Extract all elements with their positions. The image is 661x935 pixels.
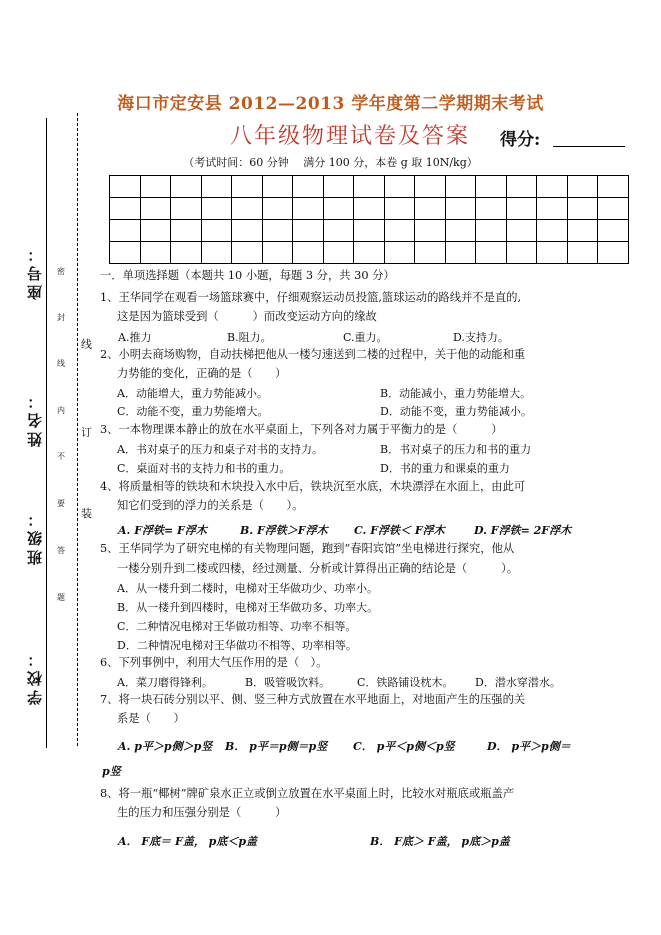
school-label: 学校：: [26, 648, 44, 705]
q7-option-d-wrap: p竖: [102, 765, 121, 778]
margin-solid-line: [46, 118, 47, 748]
q8-option-b[interactable]: B． F底＞ F盖， p底＞p盖: [370, 835, 510, 848]
exam-info: （考试时间：60 分钟 满分 100 分，本卷 g 取 10N/kg）: [183, 156, 478, 169]
q4-option-d[interactable]: D. F浮铁= 2F浮木: [474, 524, 572, 537]
q5-option-a[interactable]: A．从一楼升到二楼时，电梯对王华做功少、功率小。: [117, 582, 378, 595]
q6-option-d[interactable]: D．潜水穿潜水。: [475, 676, 561, 689]
q4-option-c[interactable]: C. F浮铁＜ F浮木: [354, 524, 445, 537]
exam-subtitle: 八年级物理试卷及答案: [230, 124, 471, 149]
seal-char: 答: [57, 546, 65, 555]
q1-option-b[interactable]: B.阻力。: [227, 331, 272, 344]
question-1-cont: 这是因为篮球受到（ ）而改变运动方向的缘故: [117, 310, 377, 323]
question-6: 6、下列事例中，利用大气压作用的是（ ）。: [100, 656, 328, 669]
q7-option-a[interactable]: A. p平＞p侧＞p竖: [118, 740, 213, 753]
name-label: 姓名：: [26, 390, 44, 447]
score-label: 得分:: [500, 130, 541, 150]
q1-option-d[interactable]: D.支持力。: [453, 331, 509, 344]
margin-dashed-line: [77, 113, 78, 746]
q7-option-b[interactable]: B． p平＝p侧＝p竖: [225, 740, 328, 753]
q1-option-a[interactable]: A.推力: [118, 331, 152, 344]
score-blank[interactable]: [553, 145, 625, 147]
q6-option-b[interactable]: B．吸管吸饮料。: [245, 676, 331, 689]
q3-option-a[interactable]: A．书对桌子的压力和桌子对书的支持力。: [117, 443, 323, 456]
q5-option-d[interactable]: D．二种情况电梯对王华做功不相等、功率相等。: [117, 639, 357, 652]
q8-option-a[interactable]: A． F底＝ F盖， p底＜p盖: [118, 835, 258, 848]
dash-char: 装: [81, 507, 92, 520]
q6-option-a[interactable]: A．菜刀磨得锋利。: [117, 676, 213, 689]
seal-char: 密: [57, 267, 65, 276]
q3-option-b[interactable]: B．书对桌子的压力和书的重力: [380, 443, 532, 456]
q2-option-c[interactable]: C．动能不变，重力势能增大。: [117, 405, 269, 418]
q4-option-b[interactable]: B. F浮铁＞F浮木: [240, 524, 328, 537]
q5-option-c[interactable]: C．二种情况电梯对王华做功相等、功率不相等。: [117, 620, 357, 633]
seal-char: 不: [57, 452, 65, 461]
seal-char: 线: [57, 359, 65, 368]
seat-label: 座号：: [26, 243, 44, 300]
q2-option-a[interactable]: A．动能增大，重力势能减小。: [117, 387, 268, 400]
q2-option-b[interactable]: B．动能减小，重力势能增大。: [380, 387, 532, 400]
question-1: 1、王华同学在观看一场篮球赛中，仔细观察运动员投篮,篮球运动的路线并不是直的,: [100, 291, 522, 304]
question-4-cont: 知它们受到的浮力的关系是（ ）。: [117, 499, 304, 512]
question-8: 8、将一瓶“椰树”牌矿泉水正立或倒立放置在水平桌面上时，比较水对瓶底或瓶盖产: [100, 787, 515, 800]
score-grid[interactable]: [109, 175, 629, 264]
question-8-cont: 生的压力和压强分别是（ ）: [117, 806, 287, 819]
seal-char: 内: [57, 406, 65, 415]
q7-option-d[interactable]: D． p平＞p侧＝: [487, 740, 571, 753]
q1-option-c[interactable]: C.重力。: [343, 331, 388, 344]
seal-char: 题: [57, 593, 65, 602]
question-2-cont: 力势能的变化，正确的是（ ）: [117, 367, 287, 380]
question-3: 3、一本物理课本静止的放在水平桌面上，下列各对力属于平衡力的是（ ）: [100, 423, 503, 436]
class-label: 班级：: [26, 508, 44, 565]
q6-option-c[interactable]: C．铁路铺设枕木。: [357, 676, 454, 689]
dash-char: 订: [81, 426, 92, 439]
question-7: 7、将一块石砖分别以平、侧、竖三种方式放置在水平地面上，对地面产生的压强的关: [100, 693, 526, 706]
q7-option-c[interactable]: C． p平＜p侧＜p竖: [353, 740, 455, 753]
question-5: 5、王华同学为了研究电梯的有关物理问题，跑到“春阳宾馆”坐电梯进行探究，他从: [100, 542, 515, 555]
question-5-cont: 一楼分别升到二楼或四楼，经过测量、分析或计算得出正确的结论是（ ）。: [117, 562, 519, 575]
exam-title: 海口市定安县 2012—2013 学年度第二学期期末考试: [117, 94, 544, 114]
q5-option-b[interactable]: B．从一楼升到四楼时，电梯对王华做功多、功率大。: [117, 601, 379, 614]
seal-char: 封: [57, 313, 65, 322]
question-4: 4、将质量相等的铁块和木块投入水中后，铁块沉至水底，木块漂浮在水面上，由此可: [100, 480, 526, 493]
section-heading: 一．单项选择题（本题共 10 小题，每题 3 分，共 30 分）: [100, 269, 395, 282]
q3-option-d[interactable]: D．书的重力和课桌的重力: [380, 462, 510, 475]
dash-char: 线: [81, 338, 92, 351]
q2-option-d[interactable]: D．动能不变，重力势能减小。: [380, 405, 532, 418]
seal-char: 要: [57, 499, 65, 508]
q4-option-a[interactable]: A. F浮铁= F浮木: [118, 524, 207, 537]
q3-option-c[interactable]: C．桌面对书的支持力和书的重力。: [117, 462, 291, 475]
question-7-cont: 系是（ ）: [117, 712, 185, 725]
question-2: 2、小明去商场购物，自动扶梯把他从一楼匀速送到二楼的过程中，关于他的动能和重: [100, 348, 526, 361]
